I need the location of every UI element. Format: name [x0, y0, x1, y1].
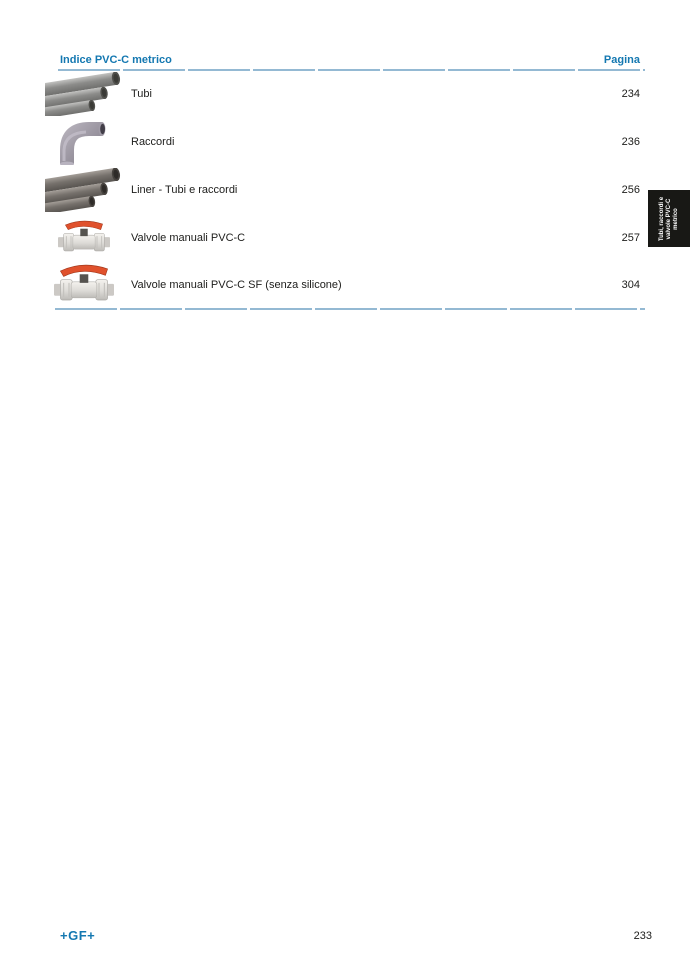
gray-pipes-image — [45, 72, 123, 116]
index-row-liner[interactable] — [45, 166, 640, 214]
index-row-tubi[interactable] — [45, 70, 640, 118]
footer-page-number: 233 — [633, 930, 652, 942]
page-column-header: Pagina — [603, 54, 640, 66]
index-row-page: 304 — [621, 279, 640, 291]
index-row-page: 236 — [621, 136, 640, 148]
index-row-page: 256 — [621, 184, 640, 196]
list-bottom-divider — [55, 308, 645, 310]
ball-valve-image — [45, 218, 123, 258]
index-row-label: Raccordi — [131, 136, 175, 148]
dark-pipes-image — [45, 168, 123, 212]
index-row-label: Valvole manuali PVC-C SF (senza silicone) — [131, 279, 342, 291]
tab-line-3: metrico — [672, 207, 679, 230]
index-row-valvole-sf[interactable] — [45, 261, 640, 309]
index-row-label: Liner - Tubi e raccordi — [131, 184, 238, 196]
index-row-raccordi[interactable] — [45, 118, 640, 166]
index-row-page: 234 — [621, 88, 640, 100]
elbow-fitting-image — [45, 119, 123, 165]
index-row-label: Tubi — [131, 88, 152, 100]
tab-line-1: Tubi, raccordi e — [658, 196, 665, 241]
ball-valve-large-image — [45, 262, 123, 308]
chapter-side-tab-text — [648, 190, 690, 247]
page-title: Indice PVC-C metrico — [60, 54, 172, 66]
index-row-page: 257 — [621, 232, 640, 244]
tab-line-2: valvole PVC-C — [665, 198, 672, 239]
chapter-side-tab — [648, 190, 690, 247]
index-row-label: Valvole manuali PVC-C — [131, 232, 246, 244]
index-row-valvole[interactable] — [45, 214, 640, 262]
gf-logo: +GF+ — [60, 928, 96, 943]
